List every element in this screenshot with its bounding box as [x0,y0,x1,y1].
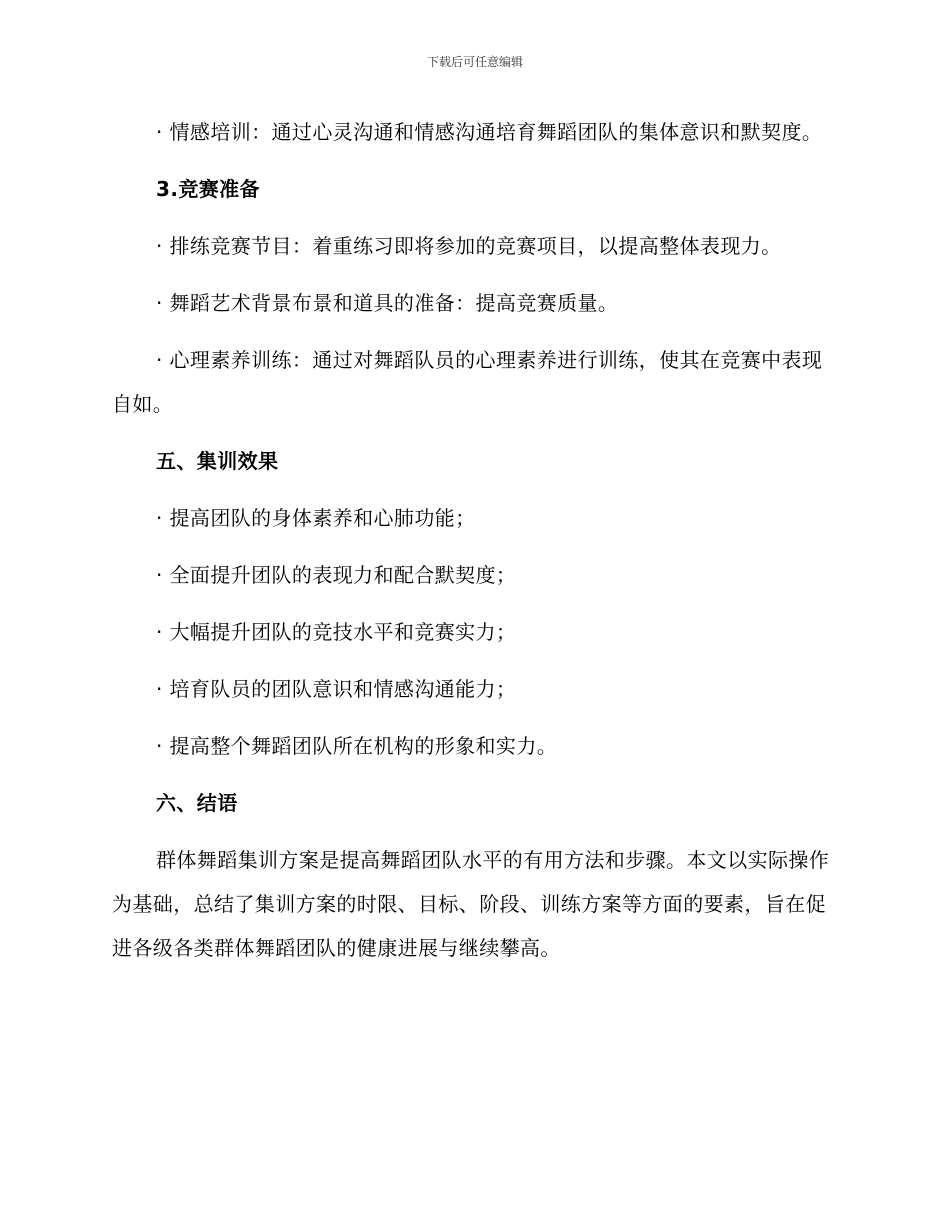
section-heading-conclusion: 六、结语 [156,791,238,815]
page-header: 下载后可任意编辑 [426,55,523,69]
bullet-effect-team-awareness: · 培育队员的团队意识和情感沟通能力； [156,677,517,701]
bullet-rehearse-program: · 排练竞赛节目：着重练习即将参加的竞赛项目，以提高整体表现力。 [156,234,782,258]
section-heading-training-effects: 五、集训效果 [156,449,279,473]
bullet-effect-image: · 提高整个舞蹈团队所在机构的形象和实力。 [156,734,558,758]
conclusion-paragraph: 群体舞蹈集训方案是提高舞蹈团队水平的有用方法和步骤。本文以实际操作为基础，总结了集训方案的时限、目标、阶段、训练方案等方面的要素，旨在促进各级各类群体舞蹈团队的健康进展与继续攀高。 [112,848,830,960]
section-heading-competition-prep: 3.竞赛准备 [156,177,260,201]
document-body [112,110,832,983]
bullet-effect-competition: · 大幅提升团队的竞技水平和竞赛实力； [156,620,517,644]
bullet-effect-fitness: · 提高团队的身体素养和心肺功能； [156,506,476,530]
bullet-emotional-training: · 情感培训：通过心灵沟通和情感沟通培育舞蹈团队的集体意识和默契度。 [156,120,823,144]
bullet-psychological-training: · 心理素养训练：通过对舞蹈队员的心理素养进行训练，使其在竞赛中表现自如。 [112,348,823,416]
bullet-effect-expression: · 全面提升团队的表现力和配合默契度； [156,563,517,587]
bullet-stage-props: · 舞蹈艺术背景布景和道具的准备：提高竞赛质量。 [156,291,619,315]
